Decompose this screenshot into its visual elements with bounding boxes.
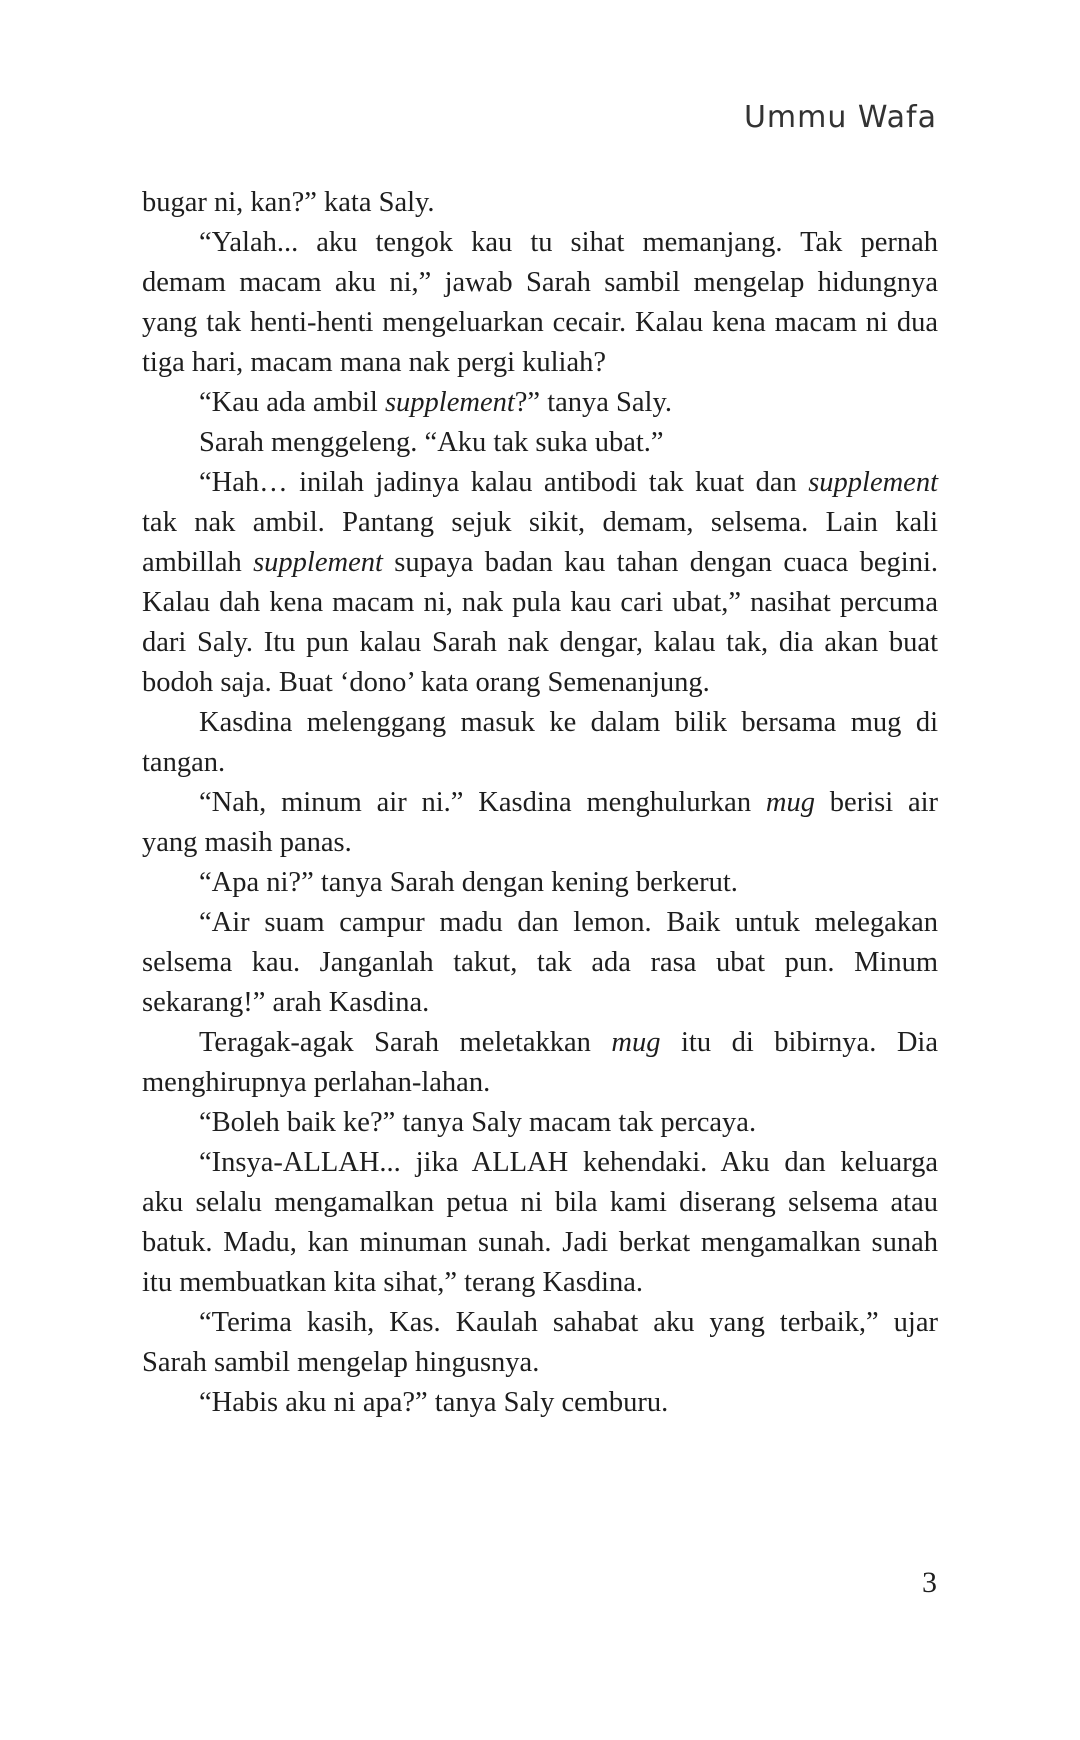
paragraph-text: “Yalah... aku tengok kau tu sihat memanjang. Tak pernah demam macam aku ni,” jawab Sarah sambil mengelap hidungnya yang tak henti-henti mengeluarkan cecair. Kalau kena macam ni dua tiga hari, macam mana nak pergi kuliah? (142, 227, 938, 378)
page-number: 3 (922, 1566, 937, 1599)
paragraph (142, 423, 938, 463)
italic-term: supplement (253, 547, 383, 578)
paragraph (142, 183, 938, 223)
paragraph-text: “Habis aku ni apa?” tanya Saly cemburu. (199, 1387, 669, 1418)
paragraph-text: Teragak-agak Sarah meletakkan (199, 1027, 612, 1058)
paragraph-text: Kasdina melenggang masuk ke dalam bilik bersama mug di tangan. (142, 707, 938, 778)
running-header-author: Ummu Wafa (743, 100, 937, 135)
paragraph-text: bugar ni, kan?” kata Saly. (142, 187, 435, 218)
paragraph-text: berisi air yang masih panas. (142, 787, 938, 858)
paragraph-text: itu di bibirnya. Dia menghirupnya perlahan-lahan. (142, 1027, 938, 1098)
paragraph (142, 463, 938, 703)
paragraph (142, 903, 938, 1023)
italic-term: supplement (384, 387, 515, 418)
paragraph-text: “Air suam campur madu dan lemon. Baik untuk melegakan selsema kau. Janganlah takut, tak ada rasa ubat pun. Minum sekarang!” arah Kasdina. (142, 907, 938, 1018)
paragraph (142, 783, 938, 863)
paragraph (142, 383, 938, 423)
page-body (142, 183, 938, 1423)
paragraph-text: “Apa ni?” tanya Sarah dengan kening berkerut. (199, 867, 738, 898)
paragraph-text: “Nah, minum air ni.” Kasdina menghulurkan (199, 787, 766, 818)
paragraph-text: “Insya-ALLAH... jika ALLAH kehendaki. Aku dan keluarga aku selalu mengamalkan petua ni bila kami diserang selsema atau batuk. Madu, kan minuman sunah. Jadi berkat mengamalkan sunah itu membuatkan kita sihat,” terang Kasdina. (142, 1147, 938, 1298)
paragraph (142, 1143, 938, 1303)
paragraph-text: tak nak ambil. Pantang sejuk sikit, demam, selsema. Lain kali ambillah (142, 507, 938, 578)
paragraph (142, 223, 938, 383)
paragraph (142, 1303, 938, 1383)
paragraph (142, 1383, 938, 1423)
paragraph (142, 703, 938, 783)
paragraph (142, 1023, 938, 1103)
italic-term: supplement (808, 467, 938, 498)
paragraph-text: ?” tanya Saly. (514, 387, 672, 418)
italic-term: mug (611, 1027, 661, 1058)
paragraph-text: supaya badan kau tahan dengan cuaca begini. Kalau dah kena macam ni, nak pula kau cari ubat,” nasihat percuma dari Saly. Itu pun kalau Sarah nak dengar, kalau tak, dia akan buat bodoh saja. Buat ‘dono’ kata orang Semenanjung. (142, 547, 938, 698)
paragraph-text: “Boleh baik ke?” tanya Saly macam tak percaya. (199, 1107, 757, 1138)
paragraph-text: “Terima kasih, Kas. Kaulah sahabat aku yang terbaik,” ujar Sarah sambil mengelap hingusnya. (142, 1307, 938, 1378)
paragraph-text: Sarah menggeleng. “Aku tak suka ubat.” (199, 427, 664, 458)
paragraph (142, 1103, 938, 1143)
italic-term: mug (765, 787, 815, 818)
paragraph (142, 863, 938, 903)
paragraph-text: “Kau ada ambil (199, 387, 385, 418)
paragraph-text: “Hah… inilah jadinya kalau antibodi tak kuat dan (199, 467, 809, 498)
